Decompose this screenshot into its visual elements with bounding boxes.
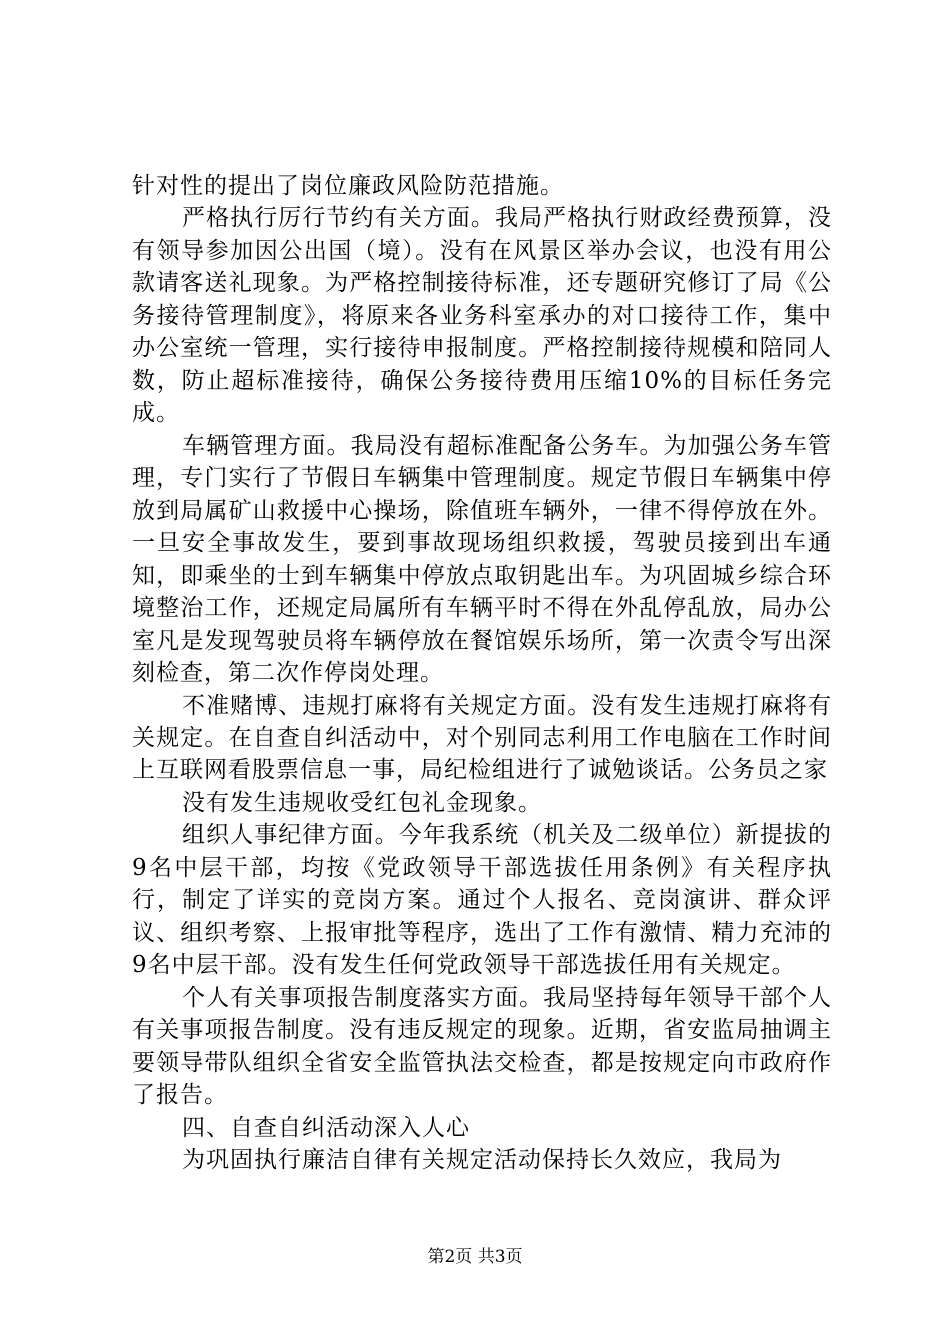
section-heading: 四、自查自纠活动深入人心 xyxy=(182,1114,470,1141)
paragraph-7: 个人有关事项报告制度落实方面。我局坚持每年领导干部个人有关事项报告制度。没有违反规定的现象。近期，省安监局抽调主要领导带队组织全省安全监管执法交检查，都是按规定向市政府作了报告。 xyxy=(132,984,832,1109)
page-number-label: 第2页 共3页 xyxy=(427,1247,523,1267)
page-footer xyxy=(0,1246,950,1268)
paragraph-6: 组织人事纪律方面。今年我系统（机关及二级单位）新提拔的9名中层干部，均按《党政领导干部选拔任用条例》有关程序执行，制定了详实的竞岗方案。通过个人报名、竞岗演讲、群众评议、组织考察、上报审批等程序，选出了工作有激情、精力充沛的9名中层干部。没有发生任何党政领导干部选拔任用有关规定。 xyxy=(132,822,832,979)
paragraph-5: 没有发生违规收受红包礼金现象。 xyxy=(182,789,542,816)
document-body xyxy=(132,170,832,1177)
paragraph-3: 车辆管理方面。我局没有超标准配备公务车。为加强公务车管理，专门实行了节假日车辆集中管理制度。规定节假日车辆集中停放到局属矿山救援中心操场，除值班车辆外，一律不得停放在外。一旦安全事故发生，要到事故现场组织救援，驾驶员接到出车通知，即乘坐的士到车辆集中停放点取钥匙出车。为巩固城乡综合环境整治工作，还规定局属所有车辆平时不得在外乱停乱放，局办公室凡是发现驾驶员将车辆停放在餐馆娱乐场所，第一次责令写出深刻检查，第二次作停岗处理。 xyxy=(132,432,832,687)
paragraph-4: 不准赌博、违规打麻将有关规定方面。没有发生违规打麻将有关规定。在自查自纠活动中，对个别同志利用工作电脑在工作时间上互联网看股票信息一事，局纪检组进行了诚勉谈话。公务员之家 xyxy=(132,692,832,784)
paragraph-2: 严格执行厉行节约有关方面。我局严格执行财政经费预算，没有领导参加因公出国（境）。没有在风景区举办会议，也没有用公款请客送礼现象。为严格控制接待标准，还专题研究修订了局《公务接待管理制度》，将原来各业务科室承办的对口接待工作，集中办公室统一管理，实行接待申报制度。严格控制接待规模和陪同人数，防止超标准接待，确保公务接待费用压缩10%的目标任务完成。 xyxy=(132,205,832,427)
paragraph-8: 为巩固执行廉洁自律有关规定活动保持长久效应，我局为 xyxy=(182,1147,782,1174)
paragraph-1: 针对性的提出了岗位廉政风险防范措施。 xyxy=(132,173,564,199)
